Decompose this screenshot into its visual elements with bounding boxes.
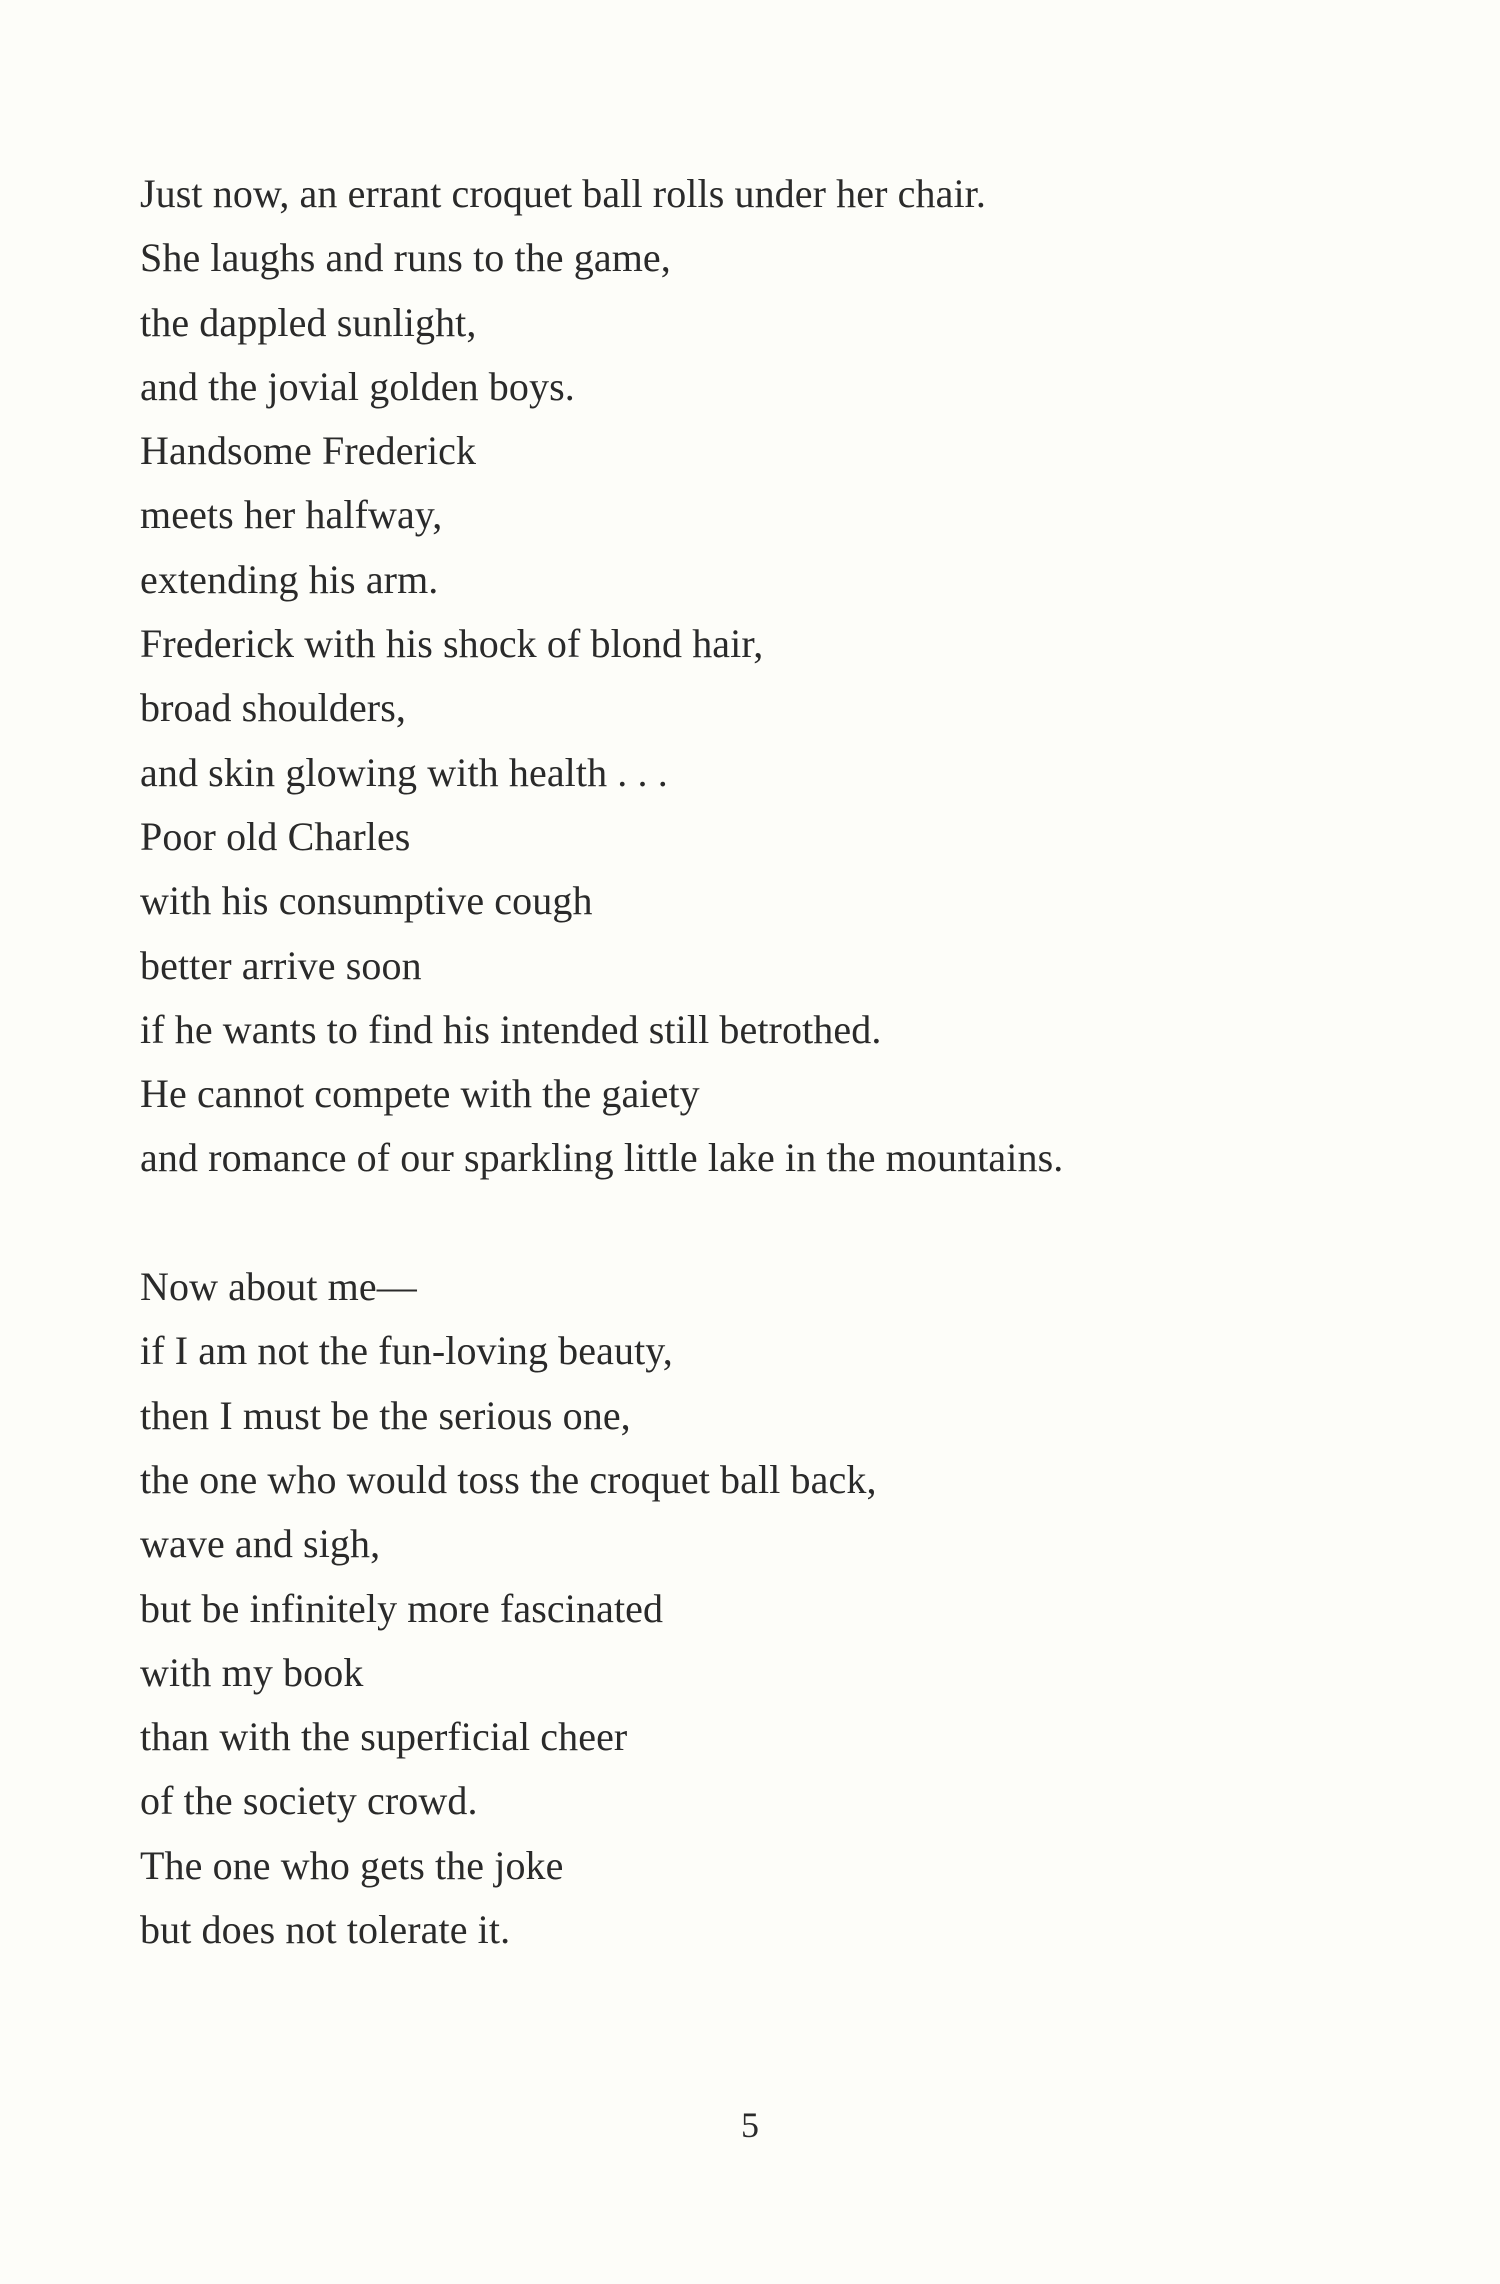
poem-line: with his consumptive cough	[140, 878, 593, 924]
poem-line: meets her halfway,	[140, 492, 443, 538]
stanza-break	[140, 1191, 1380, 1255]
poem-line: if I am not the fun-loving beauty,	[140, 1328, 673, 1374]
poem-line: than with the superficial cheer	[140, 1714, 628, 1760]
poem-line: The one who gets the joke	[140, 1842, 564, 1888]
poem-line: the one who would toss the croquet ball back,	[140, 1456, 877, 1502]
poem-line: but does not tolerate it.	[140, 1907, 511, 1953]
poem-line: Poor old Charles	[140, 813, 411, 859]
poem-line: extending his arm.	[140, 556, 439, 602]
poem-line: then I must be the serious one,	[140, 1392, 631, 1438]
poem-line: if he wants to find his intended still betrothed.	[140, 1006, 882, 1052]
poem-line: broad shoulders,	[140, 685, 406, 731]
poem-line: wave and sigh,	[140, 1521, 381, 1567]
poem-line: Now about me—	[140, 1264, 417, 1310]
page-number: 5	[741, 2105, 759, 2145]
poem-line: but be infinitely more fascinated	[140, 1585, 664, 1631]
poem-line: She laughs and runs to the game,	[140, 235, 671, 281]
poem-line: Frederick with his shock of blond hair,	[140, 621, 764, 667]
poem-line: with my book	[140, 1649, 364, 1695]
poem-line: and skin glowing with health . . .	[140, 749, 668, 795]
stanza-2	[140, 1255, 1380, 1962]
poem-line: the dappled sunlight,	[140, 299, 477, 345]
poem-body	[140, 162, 1380, 1962]
stanza-1	[140, 162, 1380, 1191]
poem-line: and romance of our sparkling little lake in the mountains.	[140, 1135, 1064, 1181]
poem-line: and the jovial golden boys.	[140, 363, 575, 409]
poem-line: of the society crowd.	[140, 1778, 478, 1824]
poem-line: He cannot compete with the gaiety	[140, 1071, 700, 1117]
poem-line: Just now, an errant croquet ball rolls under her chair.	[140, 171, 986, 216]
poem-line: Handsome Frederick	[140, 428, 477, 474]
poem-line: better arrive soon	[140, 942, 422, 988]
